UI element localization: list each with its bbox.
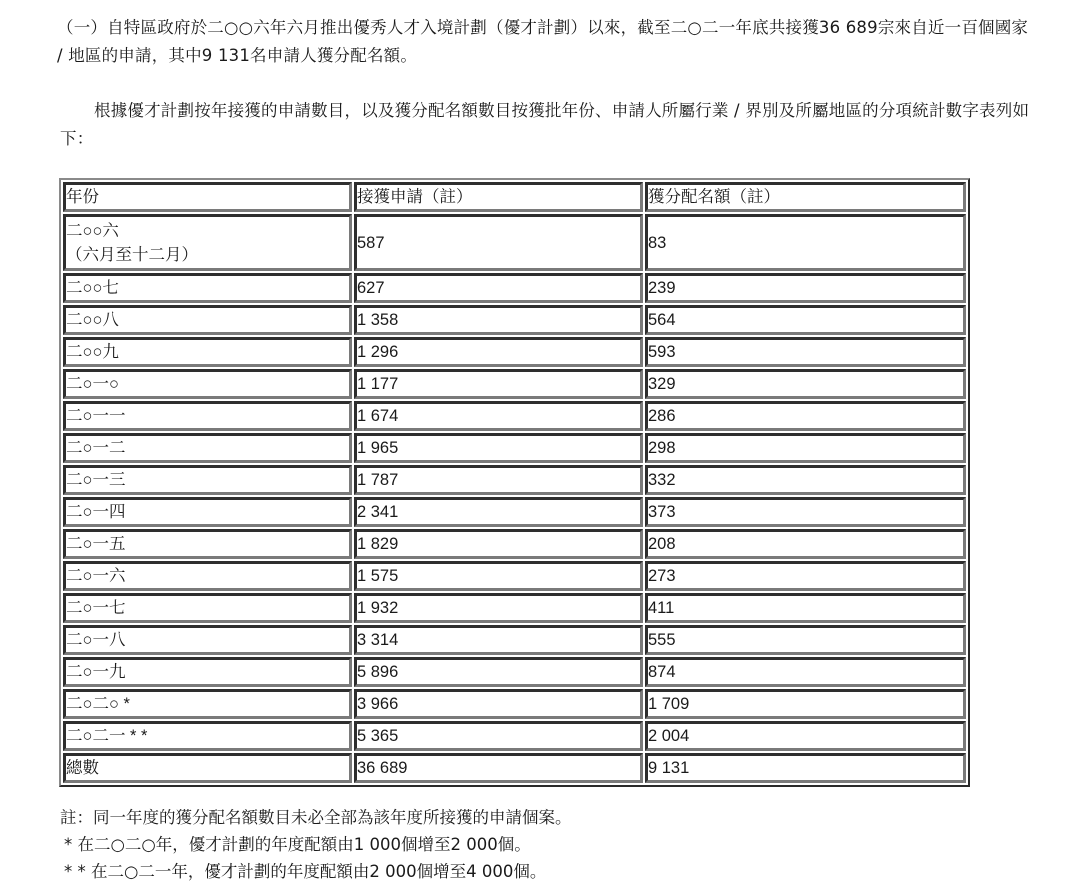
footnote-single-asterisk: * 在二○二○年，優才計劃的年度配額由1 000個增至2 000個。 bbox=[64, 835, 531, 854]
allotted-cell: 411 bbox=[645, 593, 966, 623]
allotted-cell: 239 bbox=[645, 273, 966, 303]
total-label: 總數 bbox=[63, 753, 352, 783]
table-row bbox=[63, 305, 966, 335]
applications-cell: 5 896 bbox=[354, 657, 643, 687]
allotted-cell: 874 bbox=[645, 657, 966, 687]
year-cell: 二○一八 bbox=[63, 625, 352, 655]
footnotes bbox=[60, 804, 960, 885]
table-total-row bbox=[63, 753, 966, 783]
table-row bbox=[63, 214, 966, 271]
total-applications: 36 689 bbox=[354, 753, 643, 783]
allotted-cell: 273 bbox=[645, 561, 966, 591]
year-cell: 二○二一 * * bbox=[63, 721, 352, 751]
table-header-row bbox=[63, 182, 966, 212]
year-cell: 二○二○ * bbox=[63, 689, 352, 719]
header-year: 年份 bbox=[63, 182, 352, 212]
allotted-cell: 286 bbox=[645, 401, 966, 431]
allotted-cell: 1 709 bbox=[645, 689, 966, 719]
year-cell: 二○○八 bbox=[63, 305, 352, 335]
table-row bbox=[63, 593, 966, 623]
footnote-double-asterisk: * * 在二○二一年，優才計劃的年度配額由2 000個增至4 000個。 bbox=[64, 862, 547, 881]
year-cell: 二○一九 bbox=[63, 657, 352, 687]
table-row bbox=[63, 561, 966, 591]
year-cell: 二○一六 bbox=[63, 561, 352, 591]
applications-cell: 1 965 bbox=[354, 433, 643, 463]
applications-cell: 1 296 bbox=[354, 337, 643, 367]
year-cell: 二○一四 bbox=[63, 497, 352, 527]
applications-cell: 1 674 bbox=[354, 401, 643, 431]
applications-cell: 1 358 bbox=[354, 305, 643, 335]
intro-paragraph-1: （一）自特區政府於二○○六年六月推出優秀人才入境計劃（優才計劃）以來，截至二○二一年底共接獲36 689宗來自近一百個國家 / 地區的申請，其中9 131名申請人獲分配名額。 bbox=[57, 18, 1029, 65]
table-row bbox=[63, 465, 966, 495]
table-row bbox=[63, 625, 966, 655]
statistics-table bbox=[59, 178, 970, 787]
table-row bbox=[63, 401, 966, 431]
allotted-cell: 332 bbox=[645, 465, 966, 495]
year-cell bbox=[63, 214, 352, 271]
applications-cell: 587 bbox=[354, 214, 643, 271]
allotted-cell: 298 bbox=[645, 433, 966, 463]
applications-cell: 1 787 bbox=[354, 465, 643, 495]
year-cell: 二○○九 bbox=[63, 337, 352, 367]
year-cell: 二○一三 bbox=[63, 465, 352, 495]
document-body bbox=[57, 14, 1035, 153]
allotted-cell: 208 bbox=[645, 529, 966, 559]
allotted-cell: 373 bbox=[645, 497, 966, 527]
allotted-cell: 83 bbox=[645, 214, 966, 271]
year-cell: 二○一五 bbox=[63, 529, 352, 559]
allotted-cell: 564 bbox=[645, 305, 966, 335]
applications-cell: 1 575 bbox=[354, 561, 643, 591]
applications-cell: 3 314 bbox=[354, 625, 643, 655]
header-applications: 接獲申請（註） bbox=[354, 182, 643, 212]
table-row bbox=[63, 433, 966, 463]
table-row bbox=[63, 721, 966, 751]
year-cell: 二○一一 bbox=[63, 401, 352, 431]
table-row bbox=[63, 529, 966, 559]
year-label: 二○○六 bbox=[66, 221, 119, 240]
applications-cell: 1 177 bbox=[354, 369, 643, 399]
total-allotted: 9 131 bbox=[645, 753, 966, 783]
table-row bbox=[63, 689, 966, 719]
allotted-cell: 329 bbox=[645, 369, 966, 399]
allotted-cell: 2 004 bbox=[645, 721, 966, 751]
table-row bbox=[63, 497, 966, 527]
header-allotted: 獲分配名額（註） bbox=[645, 182, 966, 212]
applications-cell: 2 341 bbox=[354, 497, 643, 527]
table-row bbox=[63, 337, 966, 367]
year-cell: 二○一二 bbox=[63, 433, 352, 463]
table-row bbox=[63, 273, 966, 303]
allotted-cell: 555 bbox=[645, 625, 966, 655]
table-row bbox=[63, 369, 966, 399]
year-cell: 二○一○ bbox=[63, 369, 352, 399]
year-period-note: （六月至十二月） bbox=[66, 245, 198, 264]
year-cell: 二○○七 bbox=[63, 273, 352, 303]
footnote-general: 註：同一年度的獲分配名額數目未必全部為該年度所接獲的申請個案。 bbox=[60, 808, 572, 827]
table-row bbox=[63, 657, 966, 687]
applications-cell: 627 bbox=[354, 273, 643, 303]
applications-cell: 3 966 bbox=[354, 689, 643, 719]
applications-cell: 5 365 bbox=[354, 721, 643, 751]
applications-cell: 1 829 bbox=[354, 529, 643, 559]
year-cell: 二○一七 bbox=[63, 593, 352, 623]
allotted-cell: 593 bbox=[645, 337, 966, 367]
intro-paragraph-2: 根據優才計劃按年接獲的申請數目，以及獲分配名額數目按獲批年份、申請人所屬行業 / 界別及所屬地區的分項統計數字表列如下： bbox=[60, 101, 1030, 148]
applications-cell: 1 932 bbox=[354, 593, 643, 623]
